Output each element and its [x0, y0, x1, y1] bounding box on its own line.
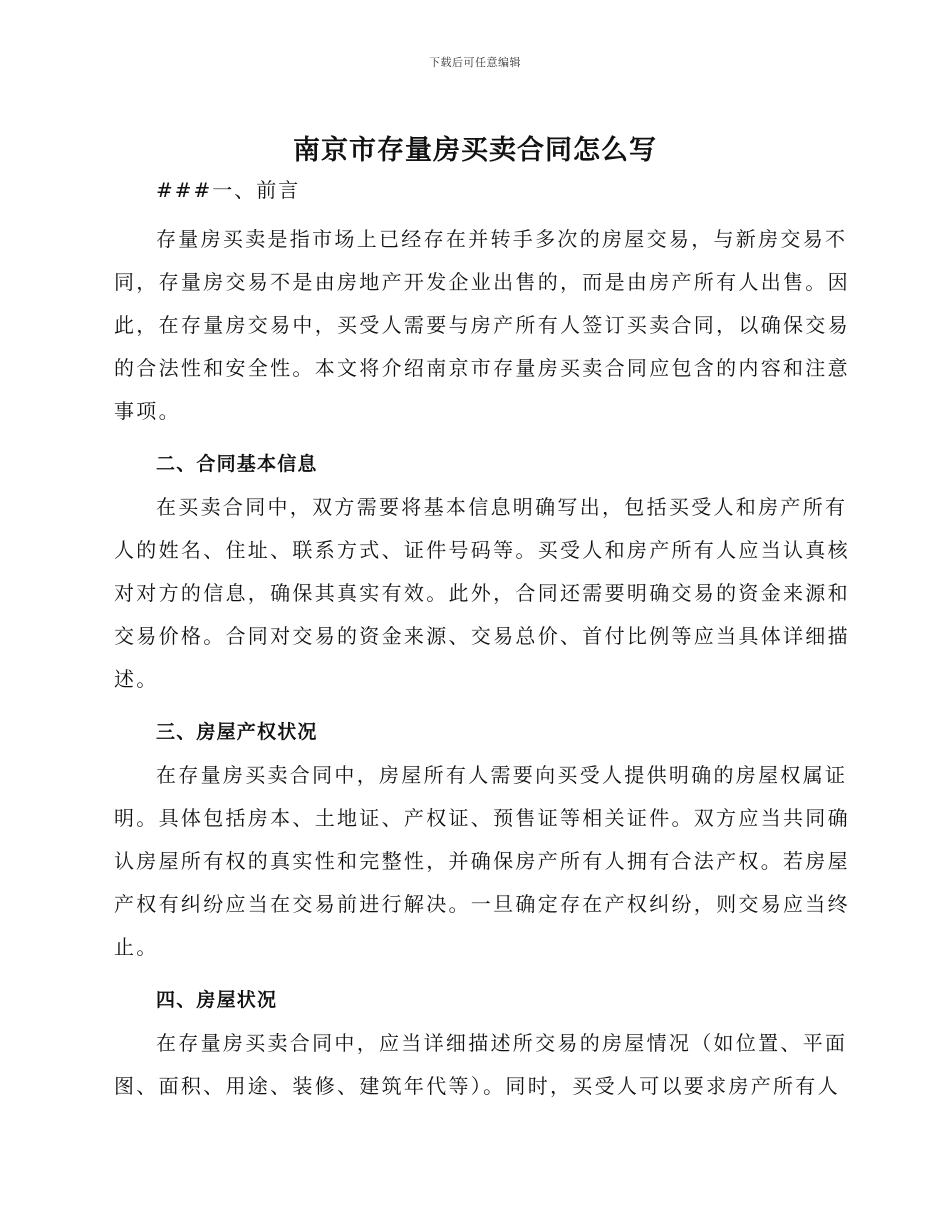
paragraph-line: 此，在存量房交易中，买受人需要与房产所有人签订买卖合同，以确保交易	[114, 313, 850, 337]
section-heading-property-rights: 三、房屋产权状况	[156, 721, 318, 743]
paragraph-line: 产权有纠纷应当在交易前进行解决。一旦确定存在产权纠纷，则交易应当终	[114, 892, 850, 916]
paragraph-line: 存量房买卖是指市场上已经存在并转手多次的房屋交易，与新房交易不	[156, 227, 848, 251]
paragraph-line: 在存量房买卖合同中，应当详细描述所交易的房屋情况（如位置、平面	[156, 1031, 848, 1055]
paragraph-line: 事项。	[114, 399, 181, 423]
paragraph-line: 在存量房买卖合同中，房屋所有人需要向买受人提供明确的房屋权属证	[156, 763, 848, 787]
paragraph-line: 图、面积、用途、装修、建筑年代等）。同时，买受人可以要求房产所有人	[114, 1074, 840, 1098]
paragraph-line: 人的姓名、住址、联系方式、证件号码等。买受人和房产所有人应当认真核	[114, 538, 850, 562]
paragraph-line: 明。具体包括房本、土地证、产权证、预售证等相关证件。双方应当共同确	[114, 806, 850, 830]
paragraph-line: 述。	[114, 667, 159, 691]
paragraph-property-rights	[114, 754, 850, 969]
paragraph-line: 认房屋所有权的真实性和完整性，并确保房产所有人拥有合法产权。若房屋	[114, 849, 850, 873]
paragraph-line: 交易价格。合同对交易的资金来源、交易总价、首付比例等应当具体详细描	[114, 624, 850, 648]
paragraph-line: 对对方的信息，确保其真实有效。此外，合同还需要明确交易的资金来源和	[114, 581, 850, 605]
paragraph-line: 止。	[114, 935, 159, 959]
paragraph-line: 的合法性和安全性。本文将介绍南京市存量房买卖合同应包含的内容和注意	[114, 356, 850, 380]
paragraph-basic-info	[114, 486, 850, 701]
section-heading-preface: ###一、前言	[156, 178, 301, 202]
document-body	[114, 170, 850, 1108]
section-heading-basic-info: 二、合同基本信息	[156, 453, 318, 475]
header-note: 下载后可任意编辑	[429, 56, 521, 69]
paragraph-line: 同，存量房交易不是由房地产开发企业出售的，而是由房产所有人出售。因	[114, 270, 850, 294]
paragraph-property-condition	[114, 1022, 848, 1108]
document-title: 南京市存量房买卖合同怎么写	[293, 135, 657, 166]
paragraph-preface	[114, 218, 850, 433]
paragraph-line: 在买卖合同中，双方需要将基本信息明确写出，包括买受人和房产所有	[156, 495, 848, 519]
section-heading-property-condition: 四、房屋状况	[156, 989, 278, 1011]
